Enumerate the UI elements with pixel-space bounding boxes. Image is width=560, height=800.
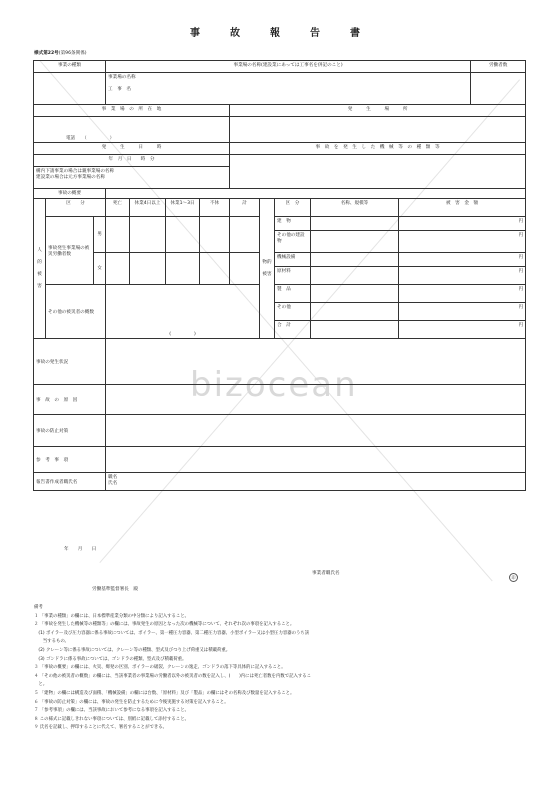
others-field[interactable]: ( ) [106, 285, 260, 339]
occurrence-date-header: 発 生 日 時 [34, 143, 230, 155]
property-damage-label: 物的被害 [260, 199, 275, 339]
others-label: その他の被災者の概数 [46, 285, 106, 339]
business-type-header: 事業の種類 [34, 61, 106, 73]
business-name-field[interactable] [106, 73, 471, 105]
phone-label: 電話 （ ） [66, 136, 115, 141]
prop-kubun-header: 区 分 [275, 199, 311, 217]
prop-row-amount[interactable]: 円 [399, 303, 526, 321]
business-name-header: 事業場の名称(建設業にあっては工事名を併記のこと) [106, 61, 471, 73]
male-1to3[interactable] [166, 217, 200, 253]
work-name-label: 工 事 名 [108, 87, 131, 92]
nonloss-header: 不休 [200, 199, 230, 217]
location-field[interactable] [34, 117, 230, 143]
form-number [34, 50, 87, 56]
business-type-field[interactable] [34, 73, 106, 105]
prop-row-amount[interactable]: 円 [399, 217, 526, 231]
employer-label: 事業者職氏名 [312, 571, 340, 576]
note-line: ８ この様式に記載しきれない事項については、別紙に記載して添付すること。 [34, 716, 189, 722]
note-line: (2) クレーン等に係る事故については、クレーン等の種類、型式及びつり上げ荷重又は積載荷重。 [34, 647, 231, 653]
summary-field[interactable] [106, 189, 526, 199]
document-title: 事 故 報 告 書 [190, 28, 370, 39]
report-table [33, 60, 526, 491]
report-date: 年 月 日 [64, 547, 97, 552]
note-line: ４ 「その他の被災者の概数」の欄には、当該事業者の事業場の労働者以外の被災者の数を記入し、( )内には死亡者数を内数で記入するこ [34, 673, 312, 679]
prop-row-name[interactable] [311, 253, 399, 267]
summary-label: 事故の概要 [34, 189, 106, 199]
prop-row-label: 製 品 [275, 285, 311, 303]
prop-row-name[interactable] [311, 217, 399, 231]
note-line: ９ 氏名を記載し、押印することに代えて、署名することができる。 [34, 725, 168, 731]
note-line: ５ 「建物」の欄には構造及び面積、「機械設備」の欄には台数、「原材料」及び「製品」の欄にはその名称及び数量を記入すること。 [34, 690, 295, 696]
cause-field[interactable] [106, 385, 526, 415]
reporter-name-label: 氏名 [108, 481, 118, 486]
contractor-labels [34, 167, 230, 189]
cause-label: 事 故 の 原 因 [34, 385, 106, 415]
female-label: 女 [94, 253, 106, 285]
prop-row-name[interactable] [311, 267, 399, 285]
cause-situation-field[interactable] [106, 339, 526, 385]
reporter-field[interactable] [106, 473, 526, 491]
employees-label: 事故発生事業場の被災労働者数 [46, 217, 94, 285]
location-header: 事 業 場 の 所 在 地 [34, 105, 230, 117]
prop-row-name[interactable] [311, 231, 399, 253]
male-label: 男 [94, 217, 106, 253]
prop-row-label: 原材料 [275, 267, 311, 285]
occurrence-place-field[interactable] [230, 117, 526, 143]
note-line: (1) ボイラー及び圧力容器に係る事故については、ボイラー、第一種圧力容器、第二種圧力容器、小型ボイラー又は小型圧力容器のうち該 [34, 630, 310, 636]
workers-field[interactable] [471, 73, 526, 105]
note-line: １ 「事業の種類」の欄には、日本標準産業分類の中分類により記入すること。 [34, 613, 190, 619]
main-contractor-label: 構内下請事業の場合は親事業場の名称 [36, 169, 115, 174]
male-4plus[interactable] [130, 217, 166, 253]
reference-field[interactable] [106, 447, 526, 473]
prop-row-amount[interactable]: 円 [399, 321, 526, 339]
prop-row-name[interactable] [311, 285, 399, 303]
male-nonloss[interactable] [200, 217, 230, 253]
prop-row-label: 機械設備 [275, 253, 311, 267]
reporter-title-label: 職名 [108, 475, 118, 480]
prop-row-amount[interactable]: 円 [399, 231, 526, 253]
prop-row-amount[interactable]: 円 [399, 253, 526, 267]
male-total[interactable] [230, 217, 260, 253]
reporter-label: 報告書作成者職氏名 [34, 473, 106, 491]
note-line: と。 [34, 682, 48, 688]
notes-section [34, 604, 529, 733]
absence-4plus-header: 休業4日以上 [130, 199, 166, 217]
machine-type-field[interactable] [230, 155, 526, 189]
notes-heading: 備考 [34, 605, 43, 610]
note-line: ２ 「事故を発生した機械等の種類等」の欄には、事故発生の原因となった次の機械等について、それぞれ次の事項を記入すること。 [34, 622, 295, 628]
female-nonloss[interactable] [200, 253, 230, 285]
machine-type-header: 事 故 を 発 生 し た 機 械 等 の 種 類 等 [230, 143, 526, 155]
workers-header: 労働者数 [471, 61, 526, 73]
note-line: ６ 「事故の防止対策」の欄には、事故の発生を防止するために今後実施する対策を記入すること。 [34, 699, 229, 705]
cause-situation-label: 事故の発生状況 [34, 339, 106, 385]
prop-row-amount[interactable]: 円 [399, 285, 526, 303]
reference-label: 参 考 事 項 [34, 447, 106, 473]
female-4plus[interactable] [130, 253, 166, 285]
note-line: (3) ゴンドラに係る事故については、ゴンドラの種類、型式及び積載荷重。 [34, 656, 187, 662]
seal-mark: 印 [509, 573, 518, 582]
prevention-field[interactable] [106, 415, 526, 447]
human-damage-label: 人的被害 [34, 199, 46, 339]
prop-row-label: その他 [275, 303, 311, 321]
prop-row-amount[interactable]: 円 [399, 267, 526, 285]
female-1to3[interactable] [166, 253, 200, 285]
prop-row-label: 合 計 [275, 321, 311, 339]
prevention-label: 事故の防止対策 [34, 415, 106, 447]
prop-amount-header: 被 害 金 額 [399, 199, 526, 217]
occurrence-place-header: 発 生 場 所 [230, 105, 526, 117]
prop-row-label: 建 物 [275, 217, 311, 231]
prop-row-name[interactable] [311, 321, 399, 339]
prop-name-header: 名称、規模等 [311, 199, 399, 217]
prop-row-name[interactable] [311, 303, 399, 321]
form-number-note: (第96条関係) [58, 51, 87, 56]
note-line: ７ 「参考事項」の欄には、当該事故において参考になる事項を記入すること。 [34, 708, 190, 714]
form-number-label: 様式第22号 [34, 51, 59, 56]
female-total[interactable] [230, 253, 260, 285]
kubun-header: 区 分 [46, 199, 106, 217]
subcontract-label: 建設業の場合は元方事業場の名称 [36, 175, 105, 180]
female-dead[interactable] [106, 253, 130, 285]
site-name-label: 事業場の名称 [108, 75, 136, 80]
note-line: 当するもの。 [34, 639, 69, 645]
dead-header: 死亡 [106, 199, 130, 217]
prop-row-label: その他の建設物 [275, 231, 311, 253]
note-line: ３ 「事故の概要」の欄には、火災、爆発の区別、ボイラーの破裂、クレーンの逸走、ゴンドラの落下等具体的に記入すること。 [34, 665, 286, 671]
male-dead[interactable] [106, 217, 130, 253]
total-header: 計 [230, 199, 260, 217]
watermark-text: bizocean [190, 365, 358, 405]
date-field[interactable]: 年 月 日 時 分 [34, 155, 230, 167]
recipient-label: 労働基準監督署長 殿 [92, 587, 138, 592]
absence-1to3-header: 休業1～3日 [166, 199, 200, 217]
